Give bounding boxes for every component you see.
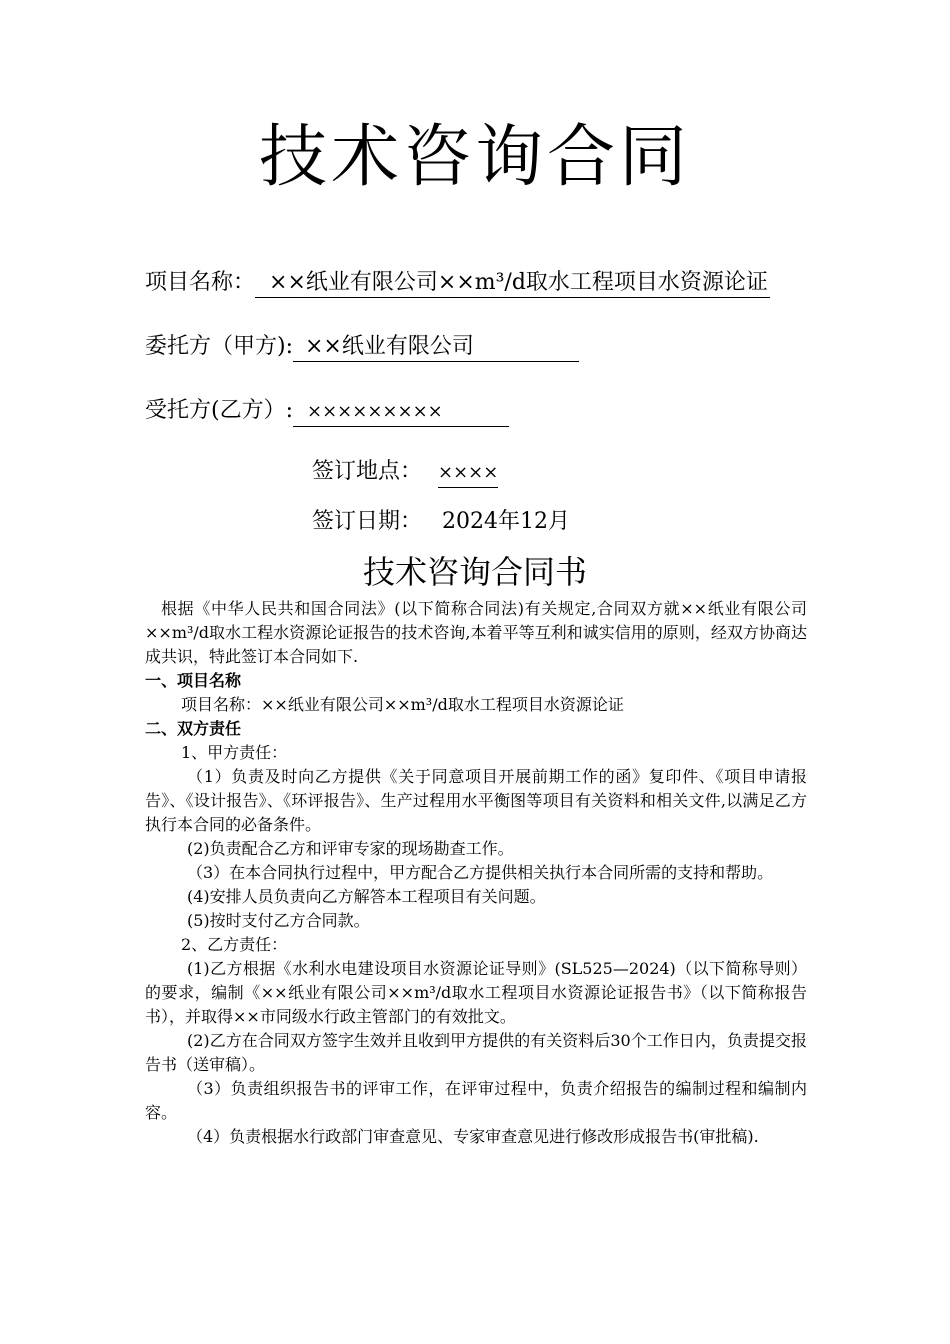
contractor-field (145, 395, 509, 427)
contract-subtitle: 技术咨询合同书 (362, 553, 587, 591)
section-heading-responsibilities: 二、双方责任 (145, 719, 242, 738)
signing-date-value: 2024年12月 (442, 509, 570, 534)
paragraph-party-b-3: （3）负责组织报告书的评审工作，在评审过程中，负责介绍报告的编制过程和编制内容。 (145, 1079, 807, 1122)
client-value: ××纸业有限公司 (293, 333, 579, 362)
signing-place-label: 签订地点： (312, 459, 423, 484)
paragraph-party-a-1: （1）负责及时向乙方提供《关于同意项目开展前期工作的函》复印件、《项目申请报告》、《设计报告》、《环评报告》、生产过程用水平衡图等项目有关资料和相关文件,以满足乙方执行本合同的必备条件。 (145, 767, 807, 834)
paragraph-preamble: 根据《中华人民共和国合同法》(以下简称合同法)有关规定,合同双方就××纸业有限公司××m³/d取水工程水资源论证报告的技术咨询,本着平等互利和诚实信用的原则，经双方协商达成共识，特此签订本合同如下. (145, 599, 807, 666)
paragraph-party-b-1: (1)乙方根据《水利水电建设项目水资源论证导则》(SL525—2024)（以下简称导则）的要求，编制《××纸业有限公司××m³/d取水工程项目水资源论证报告书》（以下简称报告书），并取得××市同级水行政主管部门的有效批文。 (145, 959, 807, 1026)
client-field (145, 331, 579, 363)
signing-date-label: 签订日期： (312, 509, 423, 534)
paragraph-project-name: 项目名称：××纸业有限公司××m³/d取水工程项目水资源论证 (181, 695, 624, 714)
project-name-value: ××纸业有限公司××m³/d取水工程项目水资源论证 (255, 269, 770, 298)
paragraph-party-b-2: (2)乙方在合同双方签字生效并且收到甲方提供的有关资料后30个工作日内，负责提交报告书（送审稿）。 (145, 1031, 807, 1074)
paragraph-party-a-2: (2)负责配合乙方和评审专家的现场勘查工作。 (187, 839, 514, 858)
contract-body (145, 597, 807, 1149)
signing-date-field (312, 506, 570, 538)
paragraph-party-b-4: （4）负责根据水行政部门审查意见、专家审查意见进行修改形成报告书(审批稿). (187, 1127, 759, 1146)
contractor-value: ××××××××× (293, 398, 509, 427)
paragraph-party-a-3: （3）在本合同执行过程中，甲方配合乙方提供相关执行本合同所需的支持和帮助。 (187, 863, 774, 882)
paragraph-party-a-5: (5)按时支付乙方合同款。 (187, 911, 370, 930)
client-label: 委托方（甲方): (145, 334, 293, 359)
document-title: 技术咨询合同 (258, 118, 691, 197)
signing-place-value: ×××× (438, 459, 498, 488)
project-name-field (145, 267, 770, 299)
section-heading-project: 一、项目名称 (145, 671, 242, 690)
paragraph-party-a-4: (4)安排人员负责向乙方解答本工程项目有关问题。 (187, 887, 546, 906)
subheading-party-b: 2、乙方责任： (181, 935, 288, 954)
subheading-party-a: 1、甲方责任： (181, 743, 288, 762)
signing-place-field (312, 456, 498, 488)
contractor-label: 受托方(乙方）: (145, 398, 293, 423)
project-name-label: 项目名称： (145, 270, 256, 295)
